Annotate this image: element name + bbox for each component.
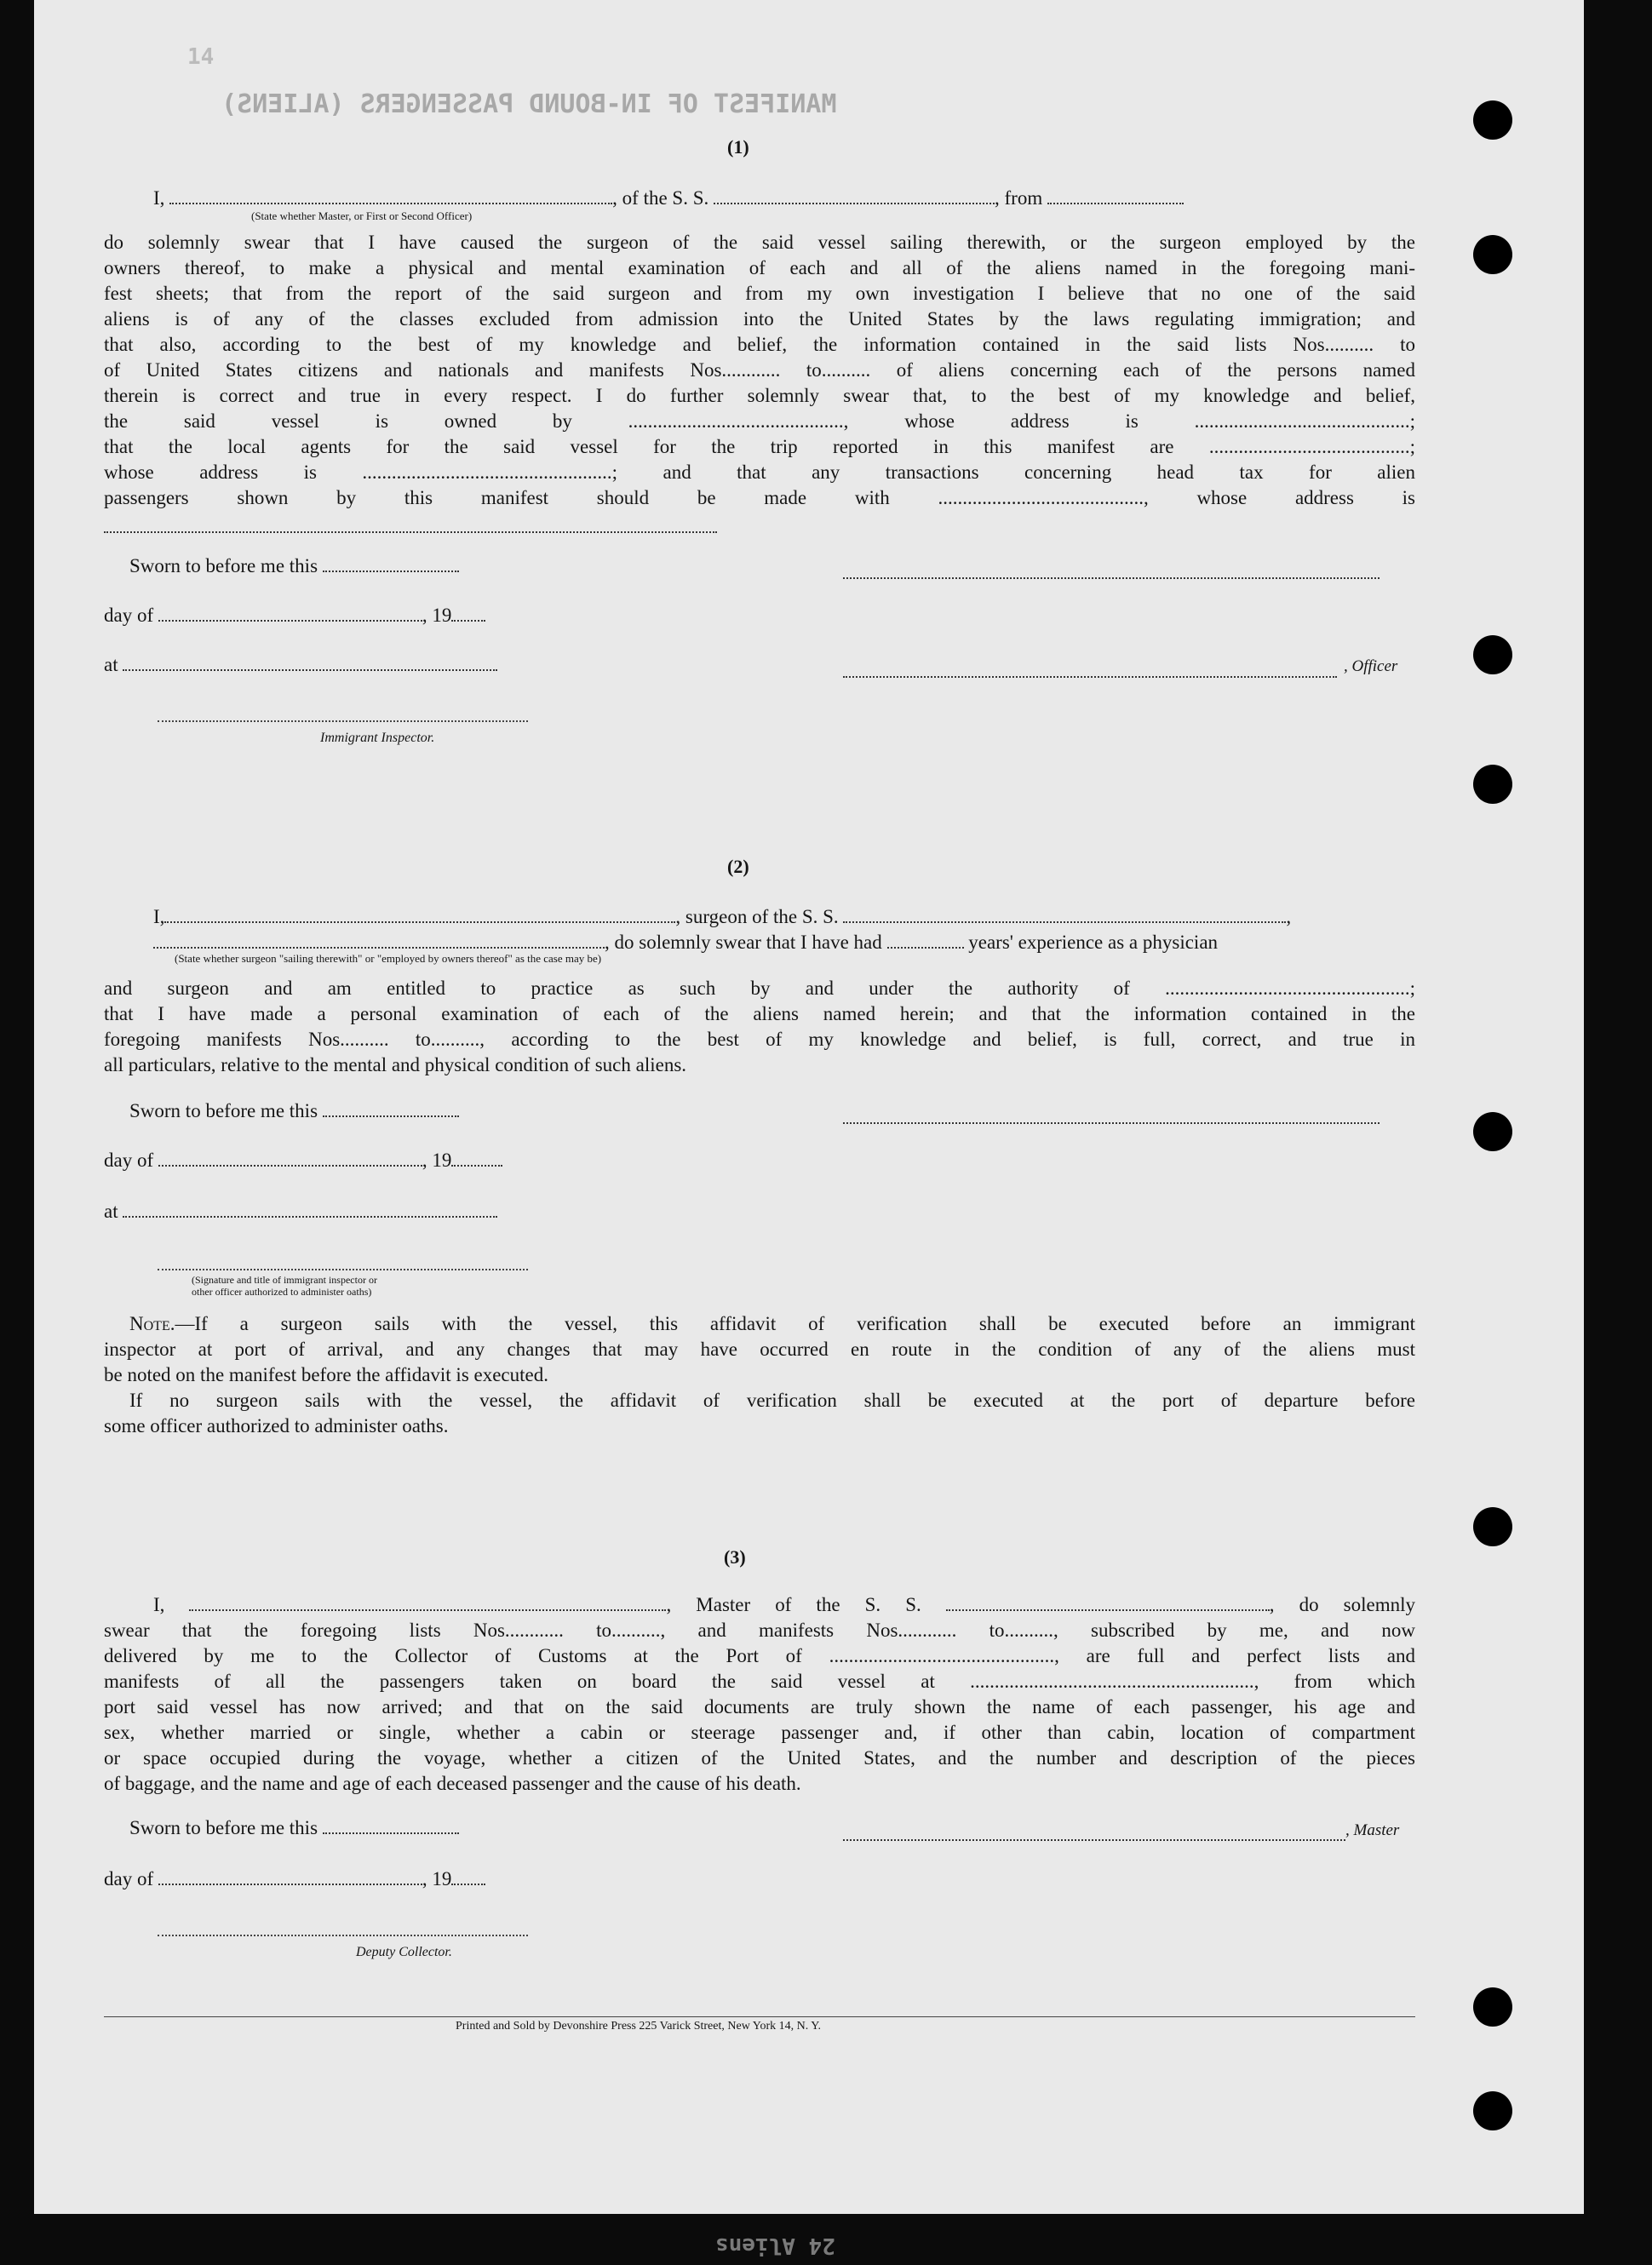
section-1-signature-line xyxy=(843,562,1380,579)
section-2-years-label: years' experience as a physician xyxy=(968,932,1219,953)
officer-signature-line xyxy=(843,661,1337,678)
master-signature-line xyxy=(843,1824,1345,1841)
section-1-i: I, xyxy=(153,187,165,209)
section-1-ship-blank xyxy=(714,187,995,204)
section-2-day-of xyxy=(104,1148,502,1173)
section-2-first-line: I, , surgeon of the S. S. , xyxy=(153,906,1292,927)
at-label: at xyxy=(104,654,118,675)
section-3-i: I, xyxy=(153,1594,165,1615)
section-3-ship-blank xyxy=(946,1594,1270,1611)
at-blank xyxy=(123,654,497,671)
section-1-body-line: of United States citizens and nationals and manifests Nos............ to.......... of aliens concerning each of the persons named xyxy=(104,359,1415,381)
section-1-number: (1) xyxy=(727,136,749,158)
note-line: be noted on the manifest before the affidavit is executed. xyxy=(104,1364,548,1385)
section-3-master-of: , Master of the S. S. xyxy=(666,1594,921,1615)
printer-credit: Printed and Sold by Devonshire Press 225 Varick Street, New York 14, N. Y. xyxy=(456,2020,822,2033)
section-2-signature-line xyxy=(843,1107,1380,1124)
punch-hole xyxy=(1473,635,1512,674)
year-label: , 19 xyxy=(422,1868,452,1889)
section-3-day-of xyxy=(104,1866,485,1892)
signature-note-2: other officer authorized to administer oaths) xyxy=(192,1286,372,1298)
section-2-body-line: and surgeon and am entitled to practice as such by and under the authority of ..................................................; xyxy=(104,978,1415,999)
section-3-body-line: sex, whether married or single, whether a cabin or steerage passenger and, if other than cabin, location of compartment xyxy=(104,1722,1415,1743)
note-text: —If a surgeon sails with the vessel, this affidavit of verification shall be executed before an immigrant xyxy=(175,1313,1415,1334)
section-1-body-line: the said vessel is owned by ............................................, whose address is ............................................; xyxy=(104,410,1415,432)
section-2-swear: , do solemnly swear that I have had xyxy=(605,932,882,953)
deputy-collector-label: Deputy Collector. xyxy=(356,1945,452,1959)
sworn-label: Sworn to before me this xyxy=(129,1817,318,1838)
deputy-rule xyxy=(158,1935,528,1936)
section-3-number: (3) xyxy=(724,1546,746,1568)
section-1-body-line: fest sheets; that from the report of the said surgeon and from my own investigation I believe that no one of the said xyxy=(104,283,1415,304)
section-1-address-blank xyxy=(104,516,717,533)
master-label: , Master xyxy=(1345,1821,1400,1839)
section-2-body xyxy=(104,976,1415,1078)
section-2-sworn xyxy=(129,1098,459,1124)
section-1-body-line: therein is correct and true in every respect. I do further solemnly swear that, to the best of my knowledge and belief, xyxy=(104,385,1415,406)
manifest-page xyxy=(34,0,1584,2258)
signature-rule xyxy=(158,1269,528,1270)
punch-hole xyxy=(1473,2091,1512,2130)
section-2-at xyxy=(104,1199,497,1224)
section-2-years-blank xyxy=(887,932,964,949)
sworn-label: Sworn to before me this xyxy=(129,1100,318,1121)
day-of-blank xyxy=(158,1150,422,1167)
at-blank xyxy=(123,1201,497,1218)
day-of-label: day of xyxy=(104,605,154,626)
section-3-body-line: swear that the foregoing lists Nos............ to.........., and manifests Nos............ to.........., subscribed by me, and now xyxy=(104,1620,1415,1641)
section-3-body-line: delivered by me to the Collector of Customs at the Port of .............................................., are full and perfect lists and xyxy=(104,1645,1415,1666)
punch-hole xyxy=(1473,100,1512,140)
section-2-type-blank xyxy=(153,932,605,949)
year-blank xyxy=(451,1868,485,1885)
note-line xyxy=(129,1311,1415,1337)
inspector-rule xyxy=(158,720,528,722)
section-1-at xyxy=(104,652,497,678)
section-1-body-line: aliens is of any of the classes excluded from admission into the United States by the laws regulating immigration; and xyxy=(104,308,1415,330)
section-2-body-line: that I have made a personal examination of each of the aliens named herein; and that the information contained in the xyxy=(104,1003,1415,1024)
note-line: inspector at port of arrival, and any changes that may have occurred en route in the condition of any of the aliens must xyxy=(104,1339,1415,1360)
footer-rule xyxy=(104,2016,1415,2017)
section-2-body-line: foregoing manifests Nos.......... to.........., according to the best of my knowledge and belief, is full, correct, and true in xyxy=(104,1029,1415,1050)
day-of-label: day of xyxy=(104,1150,154,1171)
section-1-body-line: passengers shown by this manifest should be made with .........................................., whose address is xyxy=(104,487,1415,508)
section-2-i: I, xyxy=(153,906,165,927)
at-label: at xyxy=(104,1201,118,1222)
section-3-solemnly: , do solemnly xyxy=(1269,1594,1415,1615)
section-1-body-line: whose address is ...................................................; and that any transactions concerning head tax for alien xyxy=(104,462,1415,483)
section-1-note: (State whether Master, or First or Second Officer) xyxy=(251,209,473,222)
section-3-sworn xyxy=(129,1815,459,1841)
year-blank xyxy=(451,1150,502,1167)
bleed-through-page-mark: 14 xyxy=(187,44,215,70)
punch-hole xyxy=(1473,235,1512,274)
bleed-through-title: MANIFEST OF IN-BOUND PASSENGERS (ALIENS) xyxy=(221,89,837,119)
note-label: Note. xyxy=(129,1313,175,1334)
sworn-label: Sworn to before me this xyxy=(129,555,318,576)
signature-note-1: (Signature and title of immigrant inspector or xyxy=(192,1274,377,1286)
year-label: , 19 xyxy=(422,1150,452,1171)
section-1-first-line xyxy=(153,186,1184,211)
section-2-note: (State whether surgeon "sailing therewith" or "employed by owners thereof" as the case may be) xyxy=(175,952,602,965)
section-1-body-line: that also, according to the best of my knowledge and belief, the information contained in the said lists Nos.......... to xyxy=(104,334,1415,355)
section-1-day-of xyxy=(104,603,485,628)
punch-hole xyxy=(1473,765,1512,804)
section-3-body-line: of baggage, and the name and age of each deceased passenger and the cause of his death. xyxy=(104,1773,801,1794)
immigrant-inspector-label: Immigrant Inspector. xyxy=(320,731,435,745)
punch-hole xyxy=(1473,1112,1512,1151)
section-1-sworn xyxy=(129,553,459,579)
note-line: If no surgeon sails with the vessel, the affidavit of verification shall be executed at the port of departure before xyxy=(129,1390,1415,1411)
sworn-blank xyxy=(323,1100,459,1117)
section-2-name-blank xyxy=(164,906,675,923)
note-block xyxy=(104,1311,1415,1439)
section-3-body xyxy=(104,1618,1415,1797)
section-1-name-blank xyxy=(169,187,612,204)
section-1-body xyxy=(104,230,1415,511)
year-blank xyxy=(451,605,485,622)
note-line: some officer authorized to administer oaths. xyxy=(104,1415,449,1436)
day-of-blank xyxy=(158,605,422,622)
officer-label: , Officer xyxy=(1344,657,1398,675)
section-1-body-line: do solemnly swear that I have caused the surgeon of the said vessel sailing therewith, or the surgeon employed by the xyxy=(104,232,1415,253)
punch-hole xyxy=(1473,1507,1512,1546)
section-2-number: (2) xyxy=(727,856,749,877)
section-1-of-ss: , of the S. S. xyxy=(612,187,709,209)
section-3-body-line: port said vessel has now arrived; and that on the said documents are truly shown the name of each passenger, his age and xyxy=(104,1696,1415,1717)
handwritten-alien-count: 24 Aliens xyxy=(715,2233,835,2258)
punch-hole xyxy=(1473,1987,1512,2027)
section-3-first-line xyxy=(153,1592,1415,1618)
sworn-blank xyxy=(323,1817,459,1834)
section-2-ship-blank xyxy=(843,906,1286,923)
sworn-blank xyxy=(323,555,459,572)
year-label: , 19 xyxy=(422,605,452,626)
section-3-body-line: or space occupied during the voyage, whether a citizen of the United States, and the number and description of the pieces xyxy=(104,1747,1415,1769)
section-1-body-line: owners thereof, to make a physical and mental examination of each and all of the aliens named in the foregoing mani- xyxy=(104,257,1415,278)
section-1-from: , from xyxy=(995,187,1043,209)
section-3-body-line: manifests of all the passengers taken on board the said vessel at .........................................................., from which xyxy=(104,1671,1415,1692)
day-of-label: day of xyxy=(104,1868,154,1889)
section-2-body-line: all particulars, relative to the mental and physical condition of such aliens. xyxy=(104,1054,687,1075)
section-2-surgeon-of: , surgeon of the S. S. xyxy=(675,906,839,927)
section-3-name-blank xyxy=(189,1594,666,1611)
section-1-from-blank xyxy=(1047,187,1184,204)
section-1-body-line: that the local agents for the said vessel for the trip reported in this manifest are .........................................; xyxy=(104,436,1415,457)
day-of-blank xyxy=(158,1868,422,1885)
